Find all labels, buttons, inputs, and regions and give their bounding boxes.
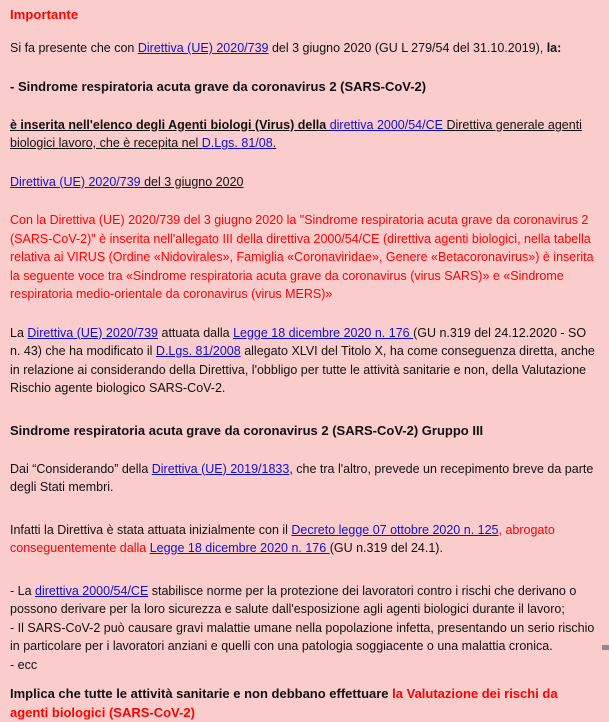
paragraph-direttiva-data: [10, 173, 599, 192]
decreto-pre: Infatti la Direttiva è stata attuata inizialmente con il: [10, 522, 292, 537]
paragraph-allegato-iii-red: Con la Direttiva (UE) 2020/739 del 3 giugno 2020 la "Sindrome respiratoria acuta grave da coronavirus 2 (SARS-CoV-2)" è inserita nell'allegato III della direttiva 2000/54/CE (direttiva agenti biologici, nella tabella relativa ai VIRUS (Ordine «Nidovirales», Famiglia «Coronaviridae», Genere «Betacoronavirus») è inserita la seguente voce tra «Sindrome respiratoria acuta grave da coronavirus (virus SARS)» e «Sindrome respiratoria medio-orientale da coronavirus (virus MERS)»: [10, 213, 594, 301]
elenco-text-tail: .: [272, 136, 277, 150]
conclusione-red: la Valutazione dei rischi da agenti biologici (SARS-CoV-2): [10, 686, 558, 720]
heading-sindrome-sars-cov-2: - Sindrome respiratoria acuta grave da coronavirus 2 (SARS-CoV-2): [10, 78, 427, 94]
intro-text-mid: del 3 giugno 2020 (GU L 279/54 del 31.10.2019),: [268, 41, 547, 55]
considerando-pre: Dai “Considerando” della: [10, 461, 152, 476]
link-direttiva-ue-2020-739-attuata[interactable]: Direttiva (UE) 2020/739: [27, 325, 159, 340]
link-decreto-legge-07-ottobre-2020-n-125[interactable]: Decreto legge 07 ottobre 2020 n. 125: [291, 522, 499, 537]
conclusione-black: Implica che tutte le attività sanitarie e non debbano effettuare: [10, 686, 393, 701]
attuazione-s3: (GU n.319 del 24.12.2020 - SO n. 43) che ha modificato il: [10, 325, 587, 358]
link-direttiva-ue-2020-739-data[interactable]: Direttiva (UE) 2020/739: [10, 174, 141, 189]
norme-line3: - ecc: [10, 657, 38, 672]
intro-paragraph: [10, 39, 599, 58]
link-legge-18-dicembre-2020-n-176-bis[interactable]: Legge 18 dicembre 2020 n. 176: [149, 541, 330, 555]
intro-text-bold-tail: la:: [546, 41, 562, 55]
intro-text-pre: Si fa presente che con: [10, 41, 138, 55]
link-direttiva-ue-2019-1833[interactable]: Direttiva (UE) 2019/1833: [151, 461, 290, 476]
link-direttiva-2000-54-ce-norme[interactable]: direttiva 2000/54/CE: [35, 583, 149, 598]
resize-handle[interactable]: [602, 645, 609, 650]
paragraph-conclusione: [10, 684, 599, 722]
norme-line1-tail: stabilisce norme per la protezione dei lavoratori contro i rischi che derivano o possono derivare per la loro sicurezza e salute dall'esposizione agli agenti biologici durante il lavoro;: [10, 583, 577, 616]
direttiva-data-tail: del 3 giugno 2020: [140, 174, 244, 189]
link-direttiva-ue-2020-739-intro[interactable]: Direttiva (UE) 2020/739: [137, 41, 269, 55]
considerando-tail: , che tra l'altro, prevede un recepimento breve da parte degli Stati membri.: [10, 461, 594, 494]
link-dlgs-81-08[interactable]: D.Lgs. 81/08: [201, 136, 273, 150]
paragraph-considerando: [10, 460, 599, 497]
paragraph-decreto-legge-125: [10, 521, 599, 558]
elenco-text-pre: è inserita nell'elenco degli Agenti biologi (Virus) della: [10, 117, 330, 132]
attuazione-s1: La: [10, 325, 28, 340]
attuazione-s2: attuata dalla: [158, 325, 234, 340]
elenco-text-mid: Direttiva generale agenti biologici lavoro, che è recepita nel: [10, 117, 582, 150]
attuazione-s4: allegato XLVI del Titolo X, ha come conseguenza diretta, anche in relazione ai considerando della Direttiva, l'obbligo per tutte le attività sanitarie e non, della Valutazione Rischio agente biologico SARS-CoV-2.: [10, 344, 595, 395]
link-dlgs-81-2008[interactable]: D.Lgs. 81/2008: [155, 344, 241, 358]
norme-line2: - Il SARS-CoV-2 può causare gravi malattie umane nella popolazione infetta, presentando un serio rischio in particolare per i lavoratori anziani e quelli con una patologia soggiacente o una malattia cronica.: [10, 620, 595, 653]
norme-line1-pre: - La: [10, 583, 36, 598]
decreto-tail: (GU n.319 del 24.1).: [329, 541, 443, 555]
link-legge-18-dicembre-2020-n-176[interactable]: Legge 18 dicembre 2020 n. 176: [233, 325, 414, 340]
paragraph-attuazione-legge-176: [10, 324, 599, 398]
paragraph-elenco-norme: [10, 582, 599, 675]
decreto-red-mid: , abrogato conseguentemente dalla: [10, 522, 555, 555]
link-direttiva-2000-54-ce[interactable]: direttiva 2000/54/CE: [329, 117, 443, 132]
paragraph-elenco-agenti-biologici: [10, 116, 599, 153]
page-title: Importante: [10, 7, 79, 22]
heading-gruppo-iii: Sindrome respiratoria acuta grave da coronavirus 2 (SARS-CoV-2) Gruppo III: [10, 422, 484, 438]
